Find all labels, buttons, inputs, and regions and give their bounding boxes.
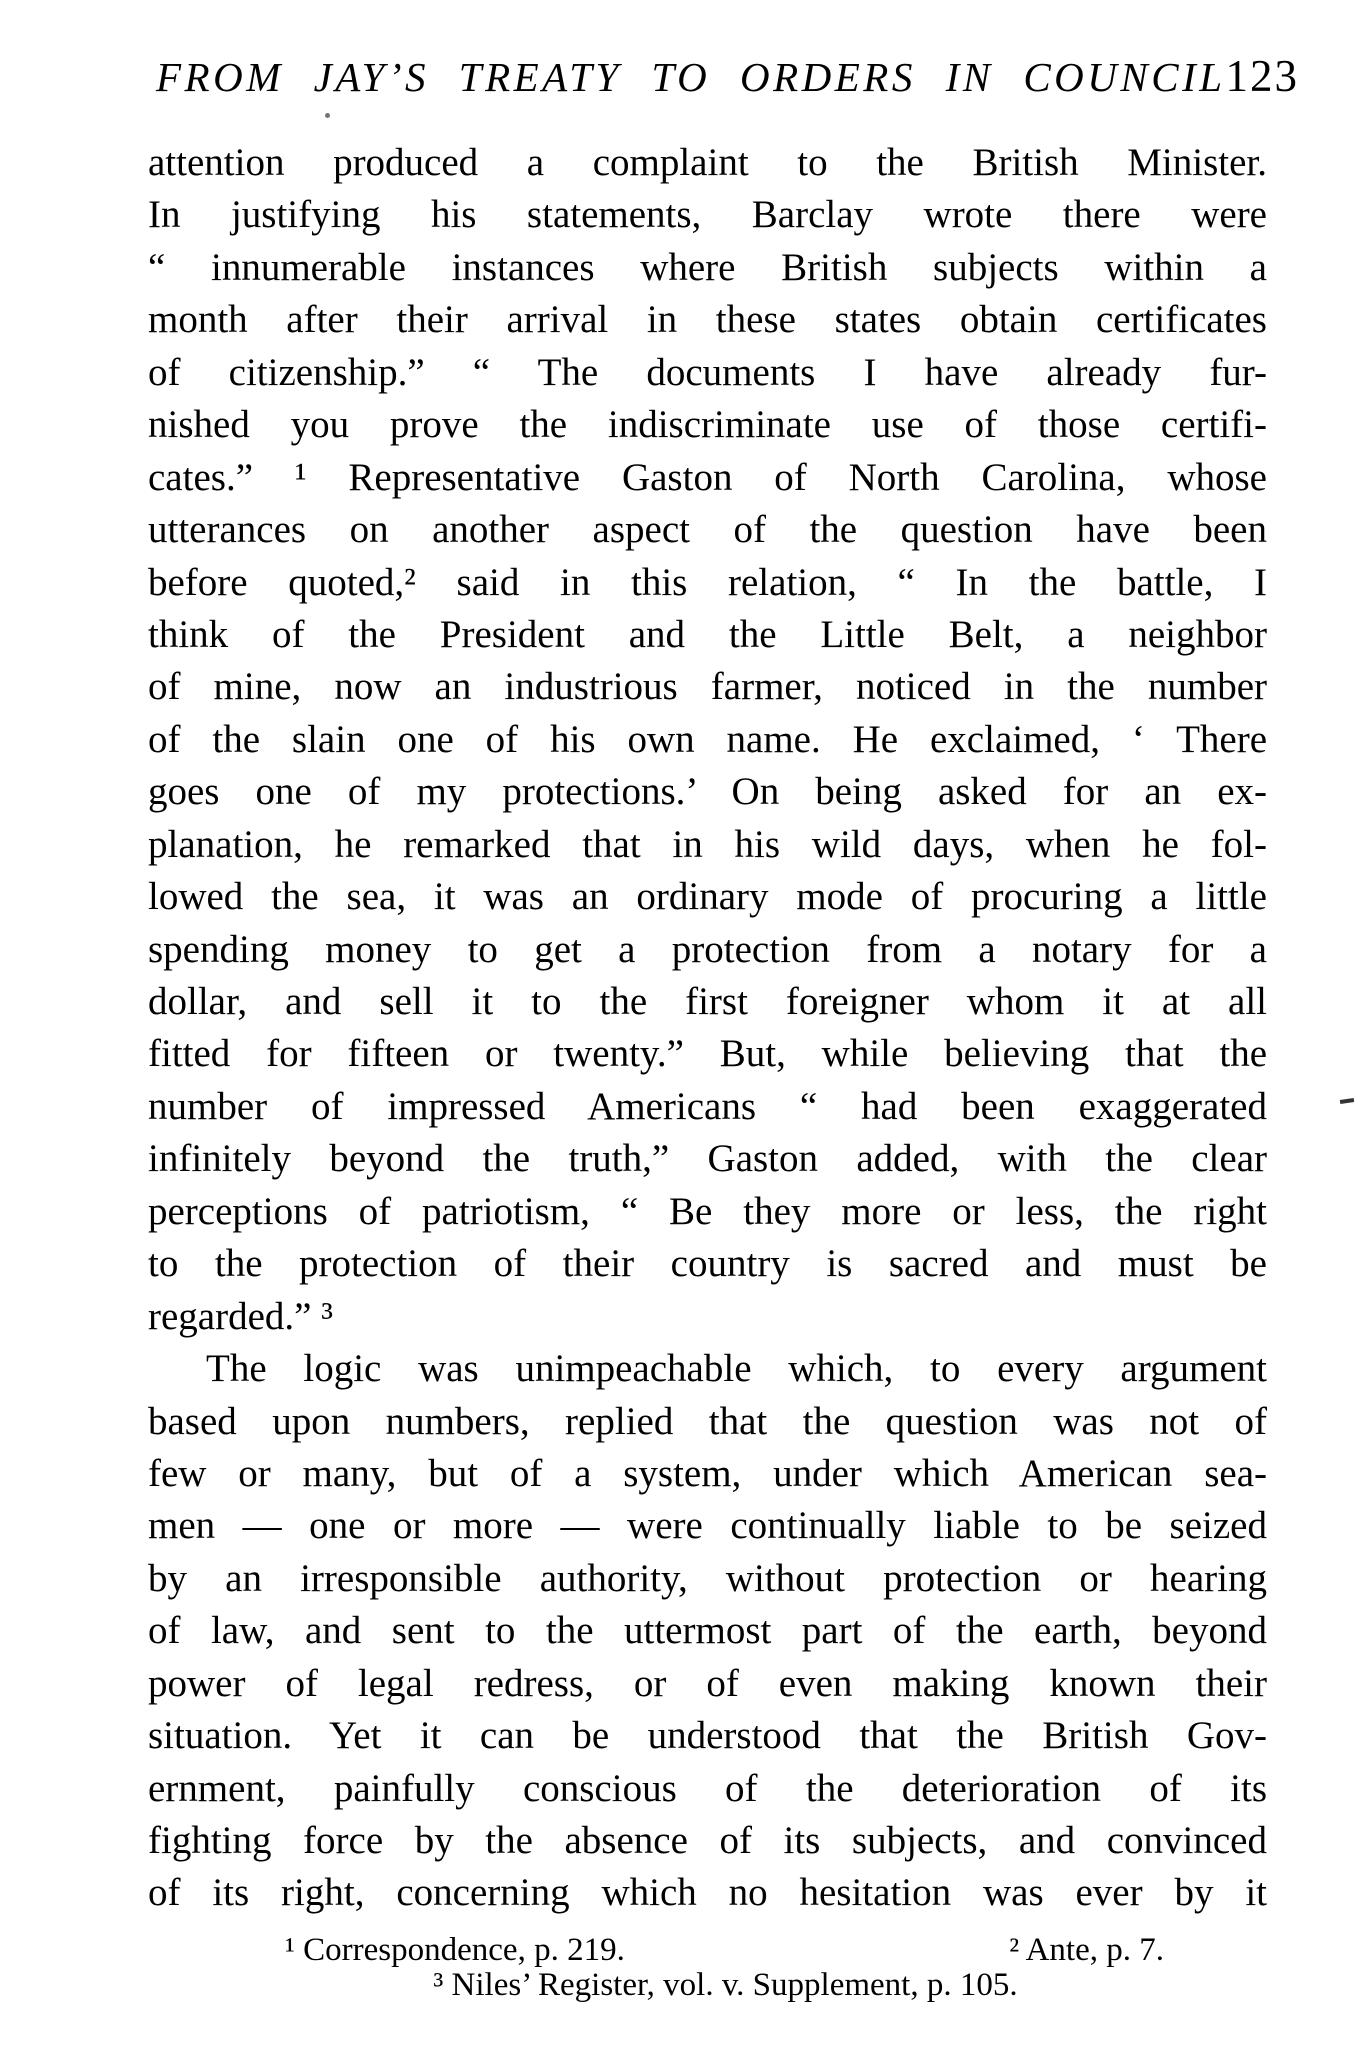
page-number: 123: [1225, 51, 1300, 101]
text-line: goes one of my protections.’ On being asked for an ex-: [148, 770, 1267, 814]
text-line: “ innumerable instances where British subjects within a: [148, 245, 1267, 289]
text-line: infinitely beyond the truth,” Gaston added, with the clear: [148, 1137, 1267, 1181]
text-line: before quoted,² said in this relation, “ In the battle, I: [148, 560, 1267, 604]
text-line: The logic was unimpeachable which, to every argument: [206, 1347, 1267, 1391]
footnotes: [148, 1933, 1267, 2003]
text-line: situation. Yet it can be understood that the British Gov-: [148, 1714, 1267, 1758]
text-line: by an irresponsible authority, without protection or hearing: [148, 1556, 1267, 1600]
text-line: regarded.” ³: [148, 1294, 333, 1338]
text-line: month after their arrival in these states obtain certificates: [148, 298, 1267, 342]
footnote-3: ³ Niles’ Register, vol. v. Supplement, p. 105.: [433, 1967, 1018, 2003]
text-line: fitted for fifteen or twenty.” But, while believing that the: [148, 1032, 1267, 1076]
footnote-row: [148, 1933, 1267, 1968]
footnote-2: ² Ante, p. 7.: [1009, 1932, 1164, 1968]
text-line: utterances on another aspect of the question have been: [148, 508, 1267, 552]
text-line: of mine, now an industrious farmer, noticed in the number: [148, 665, 1267, 709]
footnote-1: ¹ Correspondence, p. 219.: [285, 1932, 625, 1968]
running-header-title: FROM JAY’S TREATY TO ORDERS IN COUNCIL: [156, 54, 1226, 100]
text-line: to the protection of their country is sacred and must be: [148, 1242, 1267, 1286]
scan-artifact-tick: [1340, 1098, 1354, 1104]
text-line: dollar, and sell it to the first foreigner whom it at all: [148, 980, 1267, 1023]
text-line: attention produced a complaint to the British Minister.: [148, 141, 1267, 184]
text-line: think of the President and the Little Belt, a neighbor: [148, 612, 1267, 656]
text-line: of citizenship.” “ The documents I have already fur-: [148, 350, 1267, 394]
text-line: spending money to get a protection from a notary for a: [148, 927, 1267, 971]
text-line: men — one or more — were continually liable to be seized: [148, 1504, 1267, 1548]
text-line: few or many, but of a system, under which American sea-: [148, 1451, 1267, 1495]
text-line: power of legal redress, or of even making known their: [148, 1661, 1267, 1705]
running-header: [156, 51, 1300, 101]
text-line: of law, and sent to the uttermost part of the earth, beyond: [148, 1609, 1267, 1653]
text-line: lowed the sea, it was an ordinary mode of procuring a little: [148, 875, 1267, 919]
text-line: fighting force by the absence of its subjects, and convinced: [148, 1819, 1267, 1862]
text-line: based upon numbers, replied that the question was not of: [148, 1399, 1267, 1443]
body-text: [148, 137, 1267, 1920]
scan-artifact-dot: [325, 113, 330, 118]
text-line: perceptions of patriotism, “ Be they more or less, the right: [148, 1189, 1267, 1233]
text-line: number of impressed Americans “ had been exaggerated: [148, 1084, 1267, 1128]
text-line: cates.” ¹ Representative Gaston of North Carolina, whose: [148, 455, 1267, 499]
text-line: nished you prove the indiscriminate use of those certifi-: [148, 403, 1267, 447]
text-line: of the slain one of his own name. He exclaimed, ‘ There: [148, 717, 1267, 761]
text-line: of its right, concerning which no hesitation was ever by it: [148, 1871, 1267, 1915]
text-line: planation, he remarked that in his wild days, when he fol-: [148, 822, 1267, 866]
text-line: In justifying his statements, Barclay wrote there were: [148, 193, 1267, 237]
text-line: ernment, painfully conscious of the deterioration of its: [148, 1766, 1267, 1810]
